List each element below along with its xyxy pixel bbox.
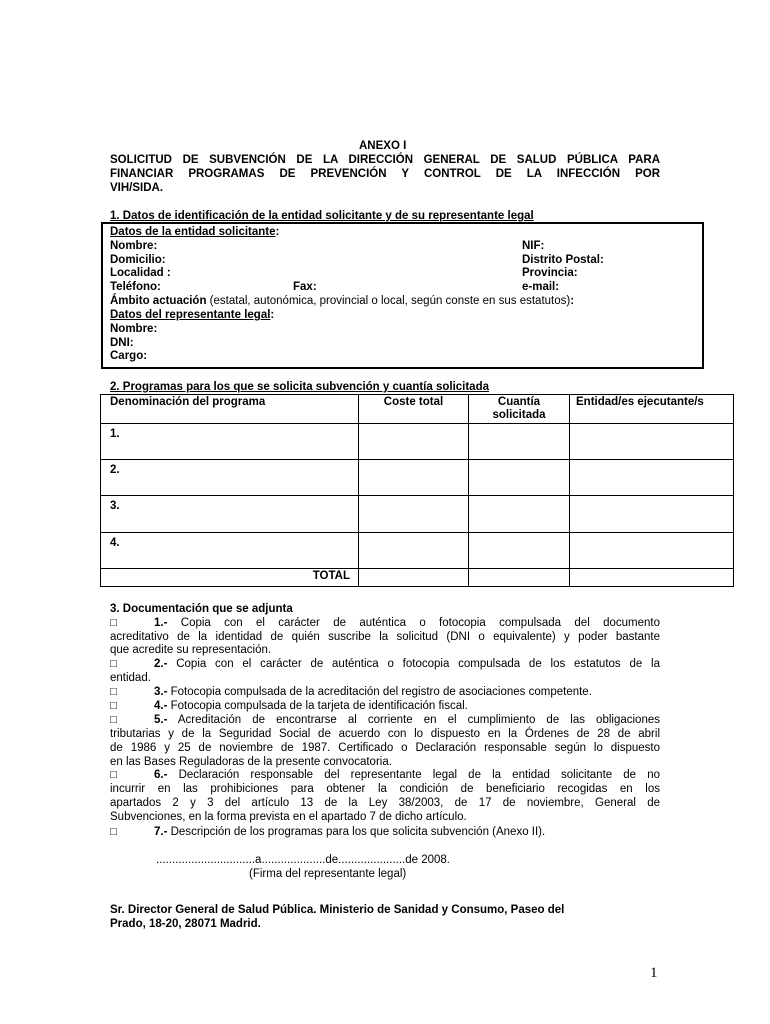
doc-item-5-line-3: de 1986 y 25 de noviembre de 1987. Certificado o Declaración responsable según lo dispuesto [110, 742, 660, 754]
entidad-cell[interactable] [570, 424, 734, 460]
entidad-cell[interactable] [570, 496, 734, 533]
rep-nombre-label: Nombre: [110, 323, 158, 335]
document-title-line-3: VIH/SIDA. [110, 182, 164, 194]
postal-district-label: Distrito Postal: [522, 254, 604, 266]
section-3-heading: 3. Documentación que se adjunta [110, 603, 293, 615]
programs-table [100, 394, 734, 587]
checkbox-icon[interactable]: □ [110, 617, 117, 629]
section-2-heading: 2. Programas para los que se solicita subvención y cuantía solicitada [110, 381, 490, 393]
doc-item-6-line-2: incurrir en las prohibiciones para obtener la condición de beneficiario recogidas en los [110, 783, 660, 795]
rep-dni-label: DNI: [110, 337, 134, 349]
doc-item-4: □ 4.- Fotocopia compulsada de la tarjeta de identificación fiscal. [110, 700, 468, 712]
program-name-cell[interactable]: 3. [101, 496, 359, 533]
table-row [101, 496, 734, 533]
doc-item-1: □ 1.- Copia con el carácter de auténtica o fotocopia compulsada del documento [110, 617, 660, 629]
doc-item-5: □ 5.- Acreditación de encontrarse al corriente en el cumplimiento de las obligaciones [110, 714, 660, 726]
page-number: 1 [650, 965, 658, 981]
table-row [101, 460, 734, 496]
coste-cell[interactable] [359, 533, 469, 569]
doc-item-3: □ 3.- Fotocopia compulsada de la acreditación del registro de asociaciones competente. [110, 686, 592, 698]
program-name-cell[interactable]: 4. [101, 533, 359, 569]
checkbox-icon[interactable]: □ [110, 826, 117, 838]
col-header-entidad: Entidad/es ejecutante/s [570, 395, 734, 424]
entidad-cell[interactable] [570, 533, 734, 569]
checkbox-icon[interactable]: □ [110, 769, 117, 781]
cuantia-cell[interactable] [469, 460, 570, 496]
provincia-label: Provincia: [522, 267, 578, 279]
section-1-heading: 1. Datos de identificación de la entidad solicitante y de su representante legal [110, 210, 534, 222]
rep-cargo-label: Cargo: [110, 350, 148, 362]
doc-item-6: □ 6.- Declaración responsable del representante legal de la entidad solicitante de no [110, 769, 660, 781]
checkbox-icon[interactable]: □ [110, 658, 117, 670]
document-title-line-2: FINANCIAR PROGRAMAS DE PREVENCIÓN Y CONTROL DE LA INFECCIÓN POR [110, 168, 660, 180]
ambito-line: Ámbito actuación (estatal, autonómica, provincial o local, según conste en sus estatutos): [110, 295, 575, 307]
signature-date-line[interactable]: ...............................a....................de.....................de 2008. [156, 854, 450, 866]
doc-item-6-line-4: Subvenciones, en la forma prevista en el apartado 7 de dicho artículo. [110, 811, 467, 823]
cuantia-cell[interactable] [469, 496, 570, 533]
total-cuantia-cell[interactable] [469, 569, 570, 587]
col-header-cuantia: Cuantía solicitada [469, 395, 570, 424]
checkbox-icon[interactable]: □ [110, 700, 117, 712]
cuantia-cell[interactable] [469, 424, 570, 460]
addressee-line-2: Prado, 18-20, 28071 Madrid. [110, 918, 261, 930]
domicilio-label: Domicilio: [110, 254, 166, 266]
doc-item-1-line-2: acreditativo de la identidad de quién suscribe la solicitud (DNI o equivalente) y poder bastante [110, 631, 660, 643]
nif-label: NIF: [522, 240, 545, 252]
fax-label: Fax: [293, 281, 317, 293]
total-entidad-cell[interactable] [570, 569, 734, 587]
entidad-cell[interactable] [570, 460, 734, 496]
entity-data-heading: Datos de la entidad solicitante: [110, 226, 280, 238]
addressee-line-1: Sr. Director General de Salud Pública. Ministerio de Sanidad y Consumo, Paseo del [110, 904, 565, 916]
email-label: e-mail: [522, 281, 560, 293]
coste-cell[interactable] [359, 496, 469, 533]
col-header-coste: Coste total [359, 395, 469, 424]
doc-item-5-line-4: en las Bases Reguladoras de la presente convocatoria. [110, 756, 392, 768]
signature-caption: (Firma del representante legal) [249, 868, 407, 880]
doc-item-5-line-2: tributarias y de la Seguridad Social de acuerdo con lo dispuesto en la Órdenes de 28 de abril [110, 728, 660, 740]
doc-item-2-line-2: entidad. [110, 672, 151, 684]
checkbox-icon[interactable]: □ [110, 714, 117, 726]
total-label-cell: TOTAL [101, 569, 359, 587]
doc-item-1-line-3: que acredite su representación. [110, 644, 272, 656]
doc-item-6-line-3: apartados 2 y 3 del artículo 13 de la Ley 38/2003, de 17 de noviembre, General de [110, 797, 660, 809]
document-title-line-1: SOLICITUD DE SUBVENCIÓN DE LA DIRECCIÓN GENERAL DE SALUD PÚBLICA PARA [110, 154, 660, 166]
cuantia-cell[interactable] [469, 533, 570, 569]
doc-item-7: □ 7.- Descripción de los programas para los que solicita subvención (Anexo II). [110, 826, 546, 838]
table-row [101, 424, 734, 460]
annex-title: ANEXO I [359, 140, 407, 152]
total-row [101, 569, 734, 587]
program-name-cell[interactable]: 1. [101, 424, 359, 460]
total-coste-cell[interactable] [359, 569, 469, 587]
doc-item-2: □ 2.- Copia con el carácter de auténtica o fotocopia compulsada de los estatutos de la [110, 658, 660, 670]
table-header-row [101, 395, 734, 424]
table-row [101, 533, 734, 569]
col-header-programa: Denominación del programa [101, 395, 359, 424]
telefono-label: Teléfono: [110, 281, 161, 293]
nombre-label: Nombre: [110, 240, 158, 252]
coste-cell[interactable] [359, 424, 469, 460]
localidad-label: Localidad : [110, 267, 171, 279]
checkbox-icon[interactable]: □ [110, 686, 117, 698]
representative-heading: Datos del representante legal: [110, 309, 275, 321]
program-name-cell[interactable]: 2. [101, 460, 359, 496]
coste-cell[interactable] [359, 460, 469, 496]
